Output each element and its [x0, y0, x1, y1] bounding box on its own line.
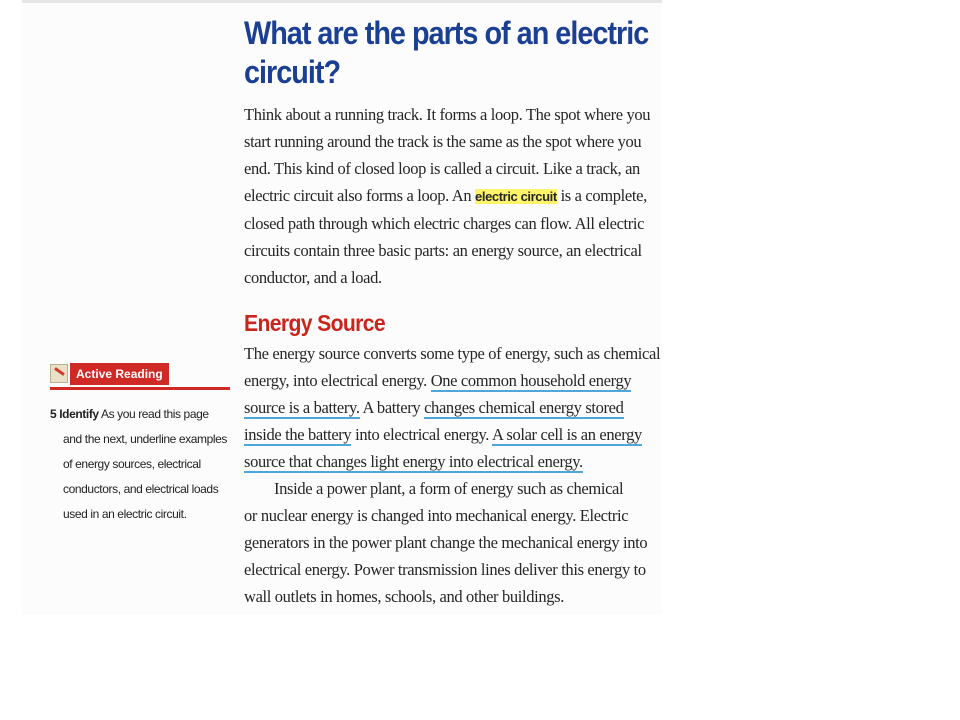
highlighted-term: electric circuit [475, 189, 557, 204]
prompt-line-5: used in an electric circuit. [63, 507, 187, 521]
active-reading-label: Active Reading [70, 363, 169, 385]
section-title-energy-source: Energy Source [244, 310, 385, 336]
prompt-line-1: As you read this page [100, 407, 209, 421]
intro-text: electric circuit also forms a loop. An [244, 186, 476, 205]
prompt-line-4: conductors, and electrical loads [63, 482, 219, 496]
underlined-example: inside the battery [244, 425, 352, 444]
body-line [244, 421, 642, 448]
title-line-2: circuit? [244, 54, 341, 90]
intro-line: start running around the track is the same as the spot where you [244, 132, 642, 151]
textbook-page [22, 0, 662, 615]
title-line-1: What are the parts of an electric [244, 15, 649, 51]
body-text: into electrical energy. [351, 425, 492, 444]
body-line: generators in the power plant change the mechanical energy into [244, 533, 648, 552]
energy-source-paragraph [244, 340, 661, 610]
body-line: The energy source converts some type of energy, such as chemical [244, 344, 661, 363]
intro-line: circuits contain three basic parts: an energy source, an electrical [244, 241, 642, 260]
body-line [244, 448, 619, 475]
body-line: electrical energy. Power transmission lines deliver this energy to [244, 560, 646, 579]
active-reading-header [50, 362, 230, 386]
underlined-example: changes chemical energy stored [424, 398, 624, 417]
body-text: A battery [359, 398, 425, 417]
prompt-lead: Identify [59, 407, 99, 421]
pencil-notebook-icon [50, 364, 68, 383]
page-title [244, 14, 649, 92]
intro-line: conductor, and a load. [244, 268, 382, 287]
intro-line: end. This kind of closed loop is called a circuit. Like a track, an [244, 159, 640, 178]
main-column [244, 14, 661, 610]
intro-paragraph [244, 101, 651, 291]
intro-line: closed path through which electric charges can flow. All electric [244, 214, 645, 233]
body-line: wall outlets in homes, schools, and other buildings. [244, 587, 565, 606]
underlined-example: One common household energy [430, 371, 632, 390]
prompt-number: 5 [50, 407, 57, 421]
intro-text: is a complete, [556, 186, 647, 205]
intro-line: Think about a running track. It forms a loop. The spot where you [244, 105, 651, 124]
active-reading-sidebar [50, 362, 230, 527]
intro-line [244, 182, 647, 210]
prompt-line-2: and the next, underline examples [63, 432, 227, 446]
page-top-edge [22, 0, 662, 3]
underlined-example: source is a battery. [244, 398, 360, 417]
active-reading-prompt [50, 402, 230, 527]
body-line: Inside a power plant, a form of energy such as chemical [274, 479, 624, 498]
active-reading-rule [50, 387, 230, 390]
body-line [244, 367, 632, 394]
body-text: energy, into electrical energy. [244, 371, 431, 390]
underlined-example: source that changes light energy into electrical energy. [244, 452, 583, 471]
body-line: or nuclear energy is changed into mechanical energy. Electric [244, 506, 629, 525]
body-line [244, 394, 624, 421]
prompt-line-3: of energy sources, electrical [63, 457, 201, 471]
underlined-example: A solar cell is an energy [491, 425, 642, 444]
